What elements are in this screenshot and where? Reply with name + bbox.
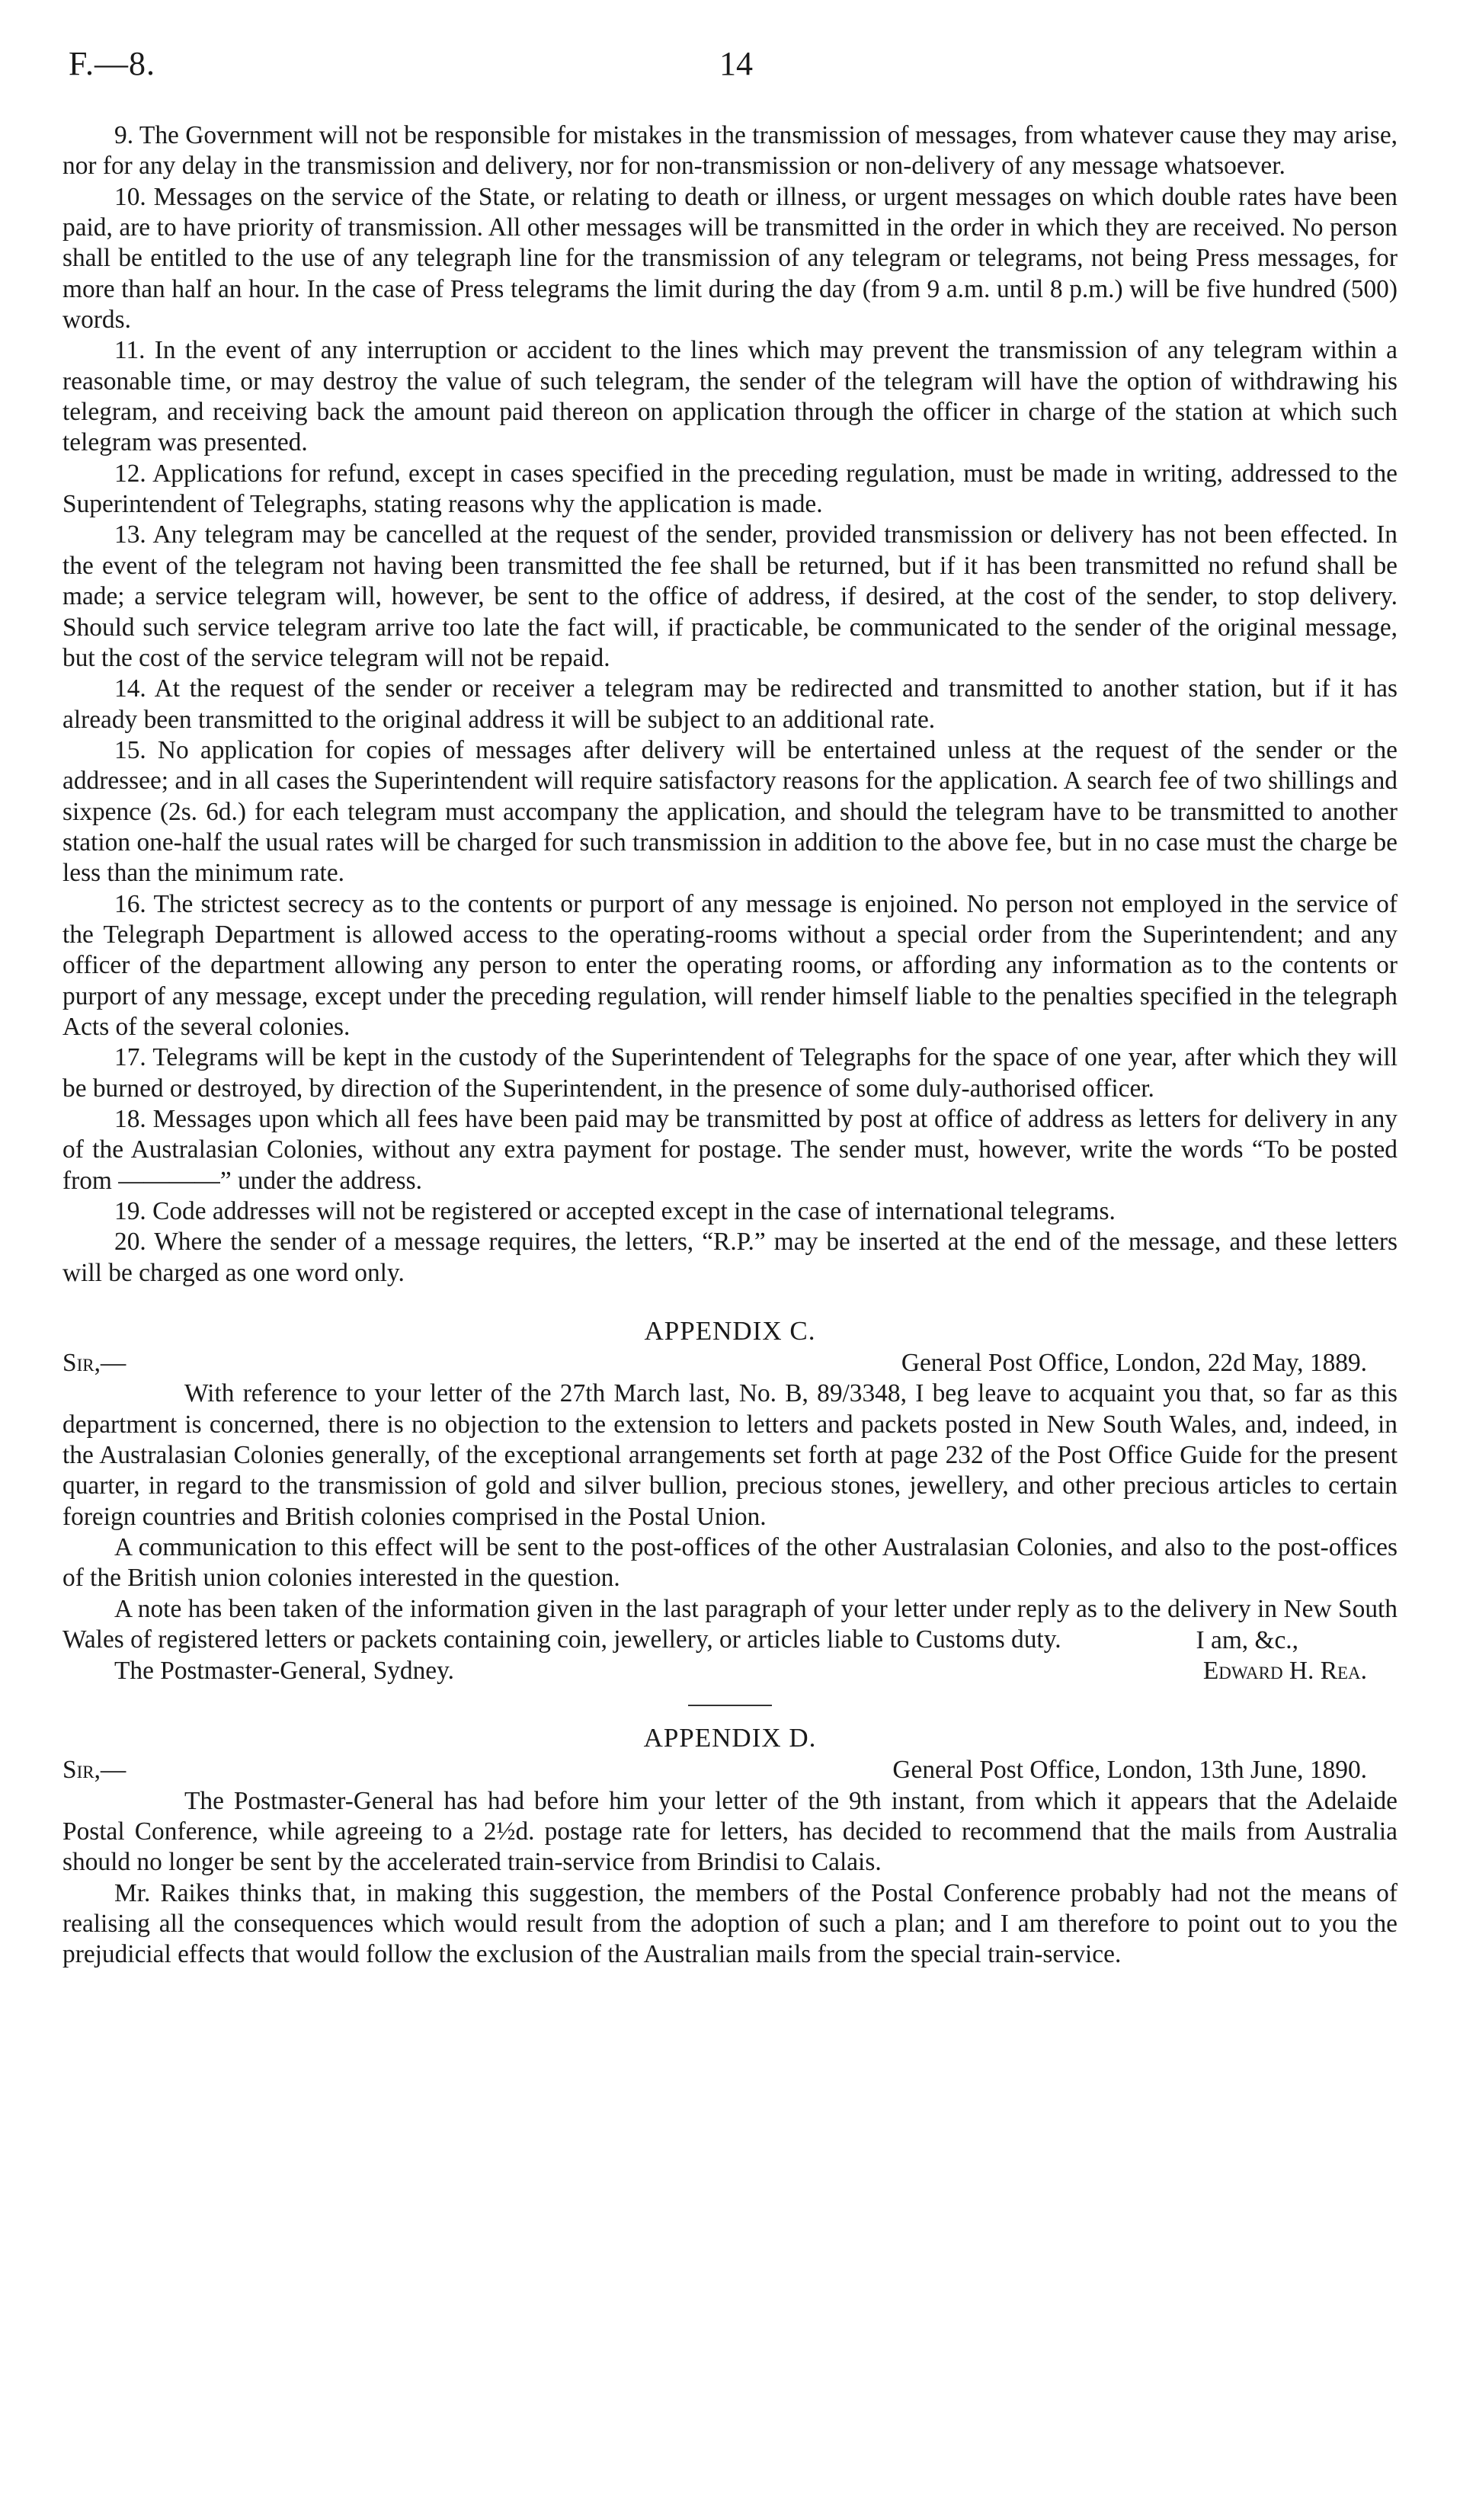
- regulation-14: 14. At the request of the sender or receiver a telegram may be redirected and transmitted to another station, but if it has already been transmitted to the original address it will be subject to an additional rate.: [62, 674, 1398, 734]
- appendix-c-title: APPENDIX C.: [644, 1316, 816, 1346]
- regulation-18: 18. Messages upon which all fees have been paid may be transmitted by post at office of address as letters for delivery in any of the Australasian Colonies, without any extra payment for postage. The sender must, however, write the words “To be posted from ————” under the address.: [62, 1105, 1398, 1195]
- regulation-10: 10. Messages on the service of the State, or relating to death or illness, or urgent messages on which double rates have been paid, are to have priority of transmission. All other messages will be transmitted in the order in which they are received. No person shall be entitled to the use of any telegraph line for the transmission of any telegram or telegrams, not being Press messages, for more than half an hour. In the case of Press telegrams the limit during the day (from 9 a.m. until 8 p.m.) will be five hundred (500) words.: [62, 182, 1398, 335]
- appendix-c-paragraph-3: A note has been taken of the information given in the last paragraph of your letter under reply as to the delivery in New South Wales of registered letters or packets containing coin, jewellery, or articles liable to Customs duty.: [62, 1594, 1398, 1654]
- regulation-19: 19. Code addresses will not be registered or accepted except in the case of international telegrams.: [114, 1197, 1116, 1226]
- appendix-c-paragraph-2: A communication to this effect will be sent to the post-offices of the other Australasian Colonies, and also to the post-offices of the British union colonies interested in the question.: [62, 1533, 1398, 1593]
- appendix-c-letter-head: [62, 1348, 1398, 1378]
- telegraph-regulations: [62, 120, 1398, 1289]
- regulation-12: 12. Applications for refund, except in cases specified in the preceding regulation, must be made in writing, addressed to the Superintendent of Telegraphs, stating reasons why the application is made.: [62, 459, 1398, 519]
- appendix-d-paragraph-1: The Postmaster-General has had before him your letter of the 9th instant, from which it appears that the Adelaide Postal Conference, while agreeing to a 2½d. postage rate for letters, has decided to recommend that the mails from Australia should no longer be sent by the accelerated train-service from Brindisi to Calais.: [62, 1786, 1398, 1877]
- appendix-d-paragraph-2: Mr. Raikes thinks that, in making this suggestion, the members of the Postal Conference probably had not the means of realising all the consequences which would result from the adoption of such a plan; and I am therefore to point out to you the prejudicial effects that would follow the exclusion of the Australian mails from the special train-service.: [62, 1878, 1398, 1969]
- page-number: 14: [719, 45, 753, 82]
- appendix-c-closing: I am, &c.,: [1196, 1625, 1298, 1654]
- appendix-d-title: APPENDIX D.: [643, 1723, 817, 1753]
- appendix-c-addressee: The Postmaster-General, Sydney.: [114, 1656, 454, 1685]
- appendix-d: [62, 1721, 1398, 1970]
- page-body: [62, 120, 1398, 1971]
- regulation-17: 17. Telegrams will be kept in the custody of the Superintendent of Telegraphs for the space of one year, after which they will be burned or destroyed, by direction of the Superintendent, in the presence of some duly-authorised officer.: [62, 1043, 1398, 1103]
- appendix-c-signature-row: [62, 1656, 1398, 1686]
- appendix-c-signature: Edward H. Rea.: [1202, 1656, 1367, 1685]
- appendix-d-salutation: Sir,—: [62, 1756, 126, 1785]
- section-divider: [688, 1705, 772, 1706]
- regulation-11: 11. In the event of any interruption or accident to the lines which may prevent the transmission of any telegram within a reasonable time, or may destroy the value of such telegram, the sender of the telegram will have the option of withdrawing his telegram, and receiving back the amount paid thereon on application through the officer in charge of the station at which such telegram was presented.: [62, 336, 1398, 457]
- regulation-13: 13. Any telegram may be cancelled at the request of the sender, provided transmission or delivery has not been effected. In the event of the telegram not having been transmitted the fee shall be returned, but if it has been transmitted no refund shall be made; a service telegram will, however, be sent to the office of address, if desired, at the cost of the sender, to stop delivery. Should such service telegram arrive too late the fact will, if practicable, be communicated to the sender of the original message, but the cost of the service telegram will not be repaid.: [62, 520, 1398, 672]
- appendix-c-date-line: General Post Office, London, 22d May, 1889.: [901, 1349, 1367, 1378]
- regulation-9: 9. The Government will not be responsible for mistakes in the transmission of messages, from whatever cause they may arise, nor for any delay in the transmission and delivery, nor for non-transmission or non-delivery of any message whatsoever.: [62, 121, 1398, 181]
- series-reference: F.—8.: [69, 45, 155, 82]
- appendix-d-date-line: General Post Office, London, 13th June, 1890.: [892, 1756, 1367, 1785]
- appendix-c: [62, 1314, 1398, 1686]
- appendix-c-salutation: Sir,—: [62, 1349, 126, 1378]
- regulation-16: 16. The strictest secrecy as to the contents or purport of any message is enjoined. No person not employed in the service of the Telegraph Department is allowed access to the operating-rooms without a special order from the Superintendent; and any officer of the department allowing any person to enter the operating rooms, or affording any information as to the contents or purport of any message, except under the preceding regulation, will render himself liable to the penalties specified in the telegraph Acts of the several colonies.: [62, 889, 1398, 1041]
- appendix-c-paragraph-1: With reference to your letter of the 27th March last, No. B, 89/3348, I beg leave to acquaint you that, so far as this department is concerned, there is no objection to the extension to letters and packets posted in New South Wales, and, indeed, in the Australasian Colonies generally, of the exceptional arrangements set forth at page 232 of the Post Office Guide for the present quarter, in regard to the transmission of gold and silver bullion, precious stones, jewellery, and other precious articles to certain foreign countries and British colonies comprised in the Postal Union.: [62, 1379, 1398, 1531]
- appendix-d-letter-head: [62, 1755, 1398, 1785]
- regulation-20: 20. Where the sender of a message requires, the letters, “R.P.” may be inserted at the end of the message, and these letters will be charged as one word only.: [62, 1228, 1398, 1287]
- regulation-15: 15. No application for copies of messages after delivery will be entertained unless at the request of the sender or the addressee; and in all cases the Superintendent will require satisfactory reasons for the application. A search fee of two shillings and sixpence (2s. 6d.) for each telegram must accompany the application, and should the telegram have to be transmitted to another station one-half the usual rates will be charged for such transmission in addition to the above fee, but in no case must the charge be less than the minimum rate.: [62, 735, 1398, 888]
